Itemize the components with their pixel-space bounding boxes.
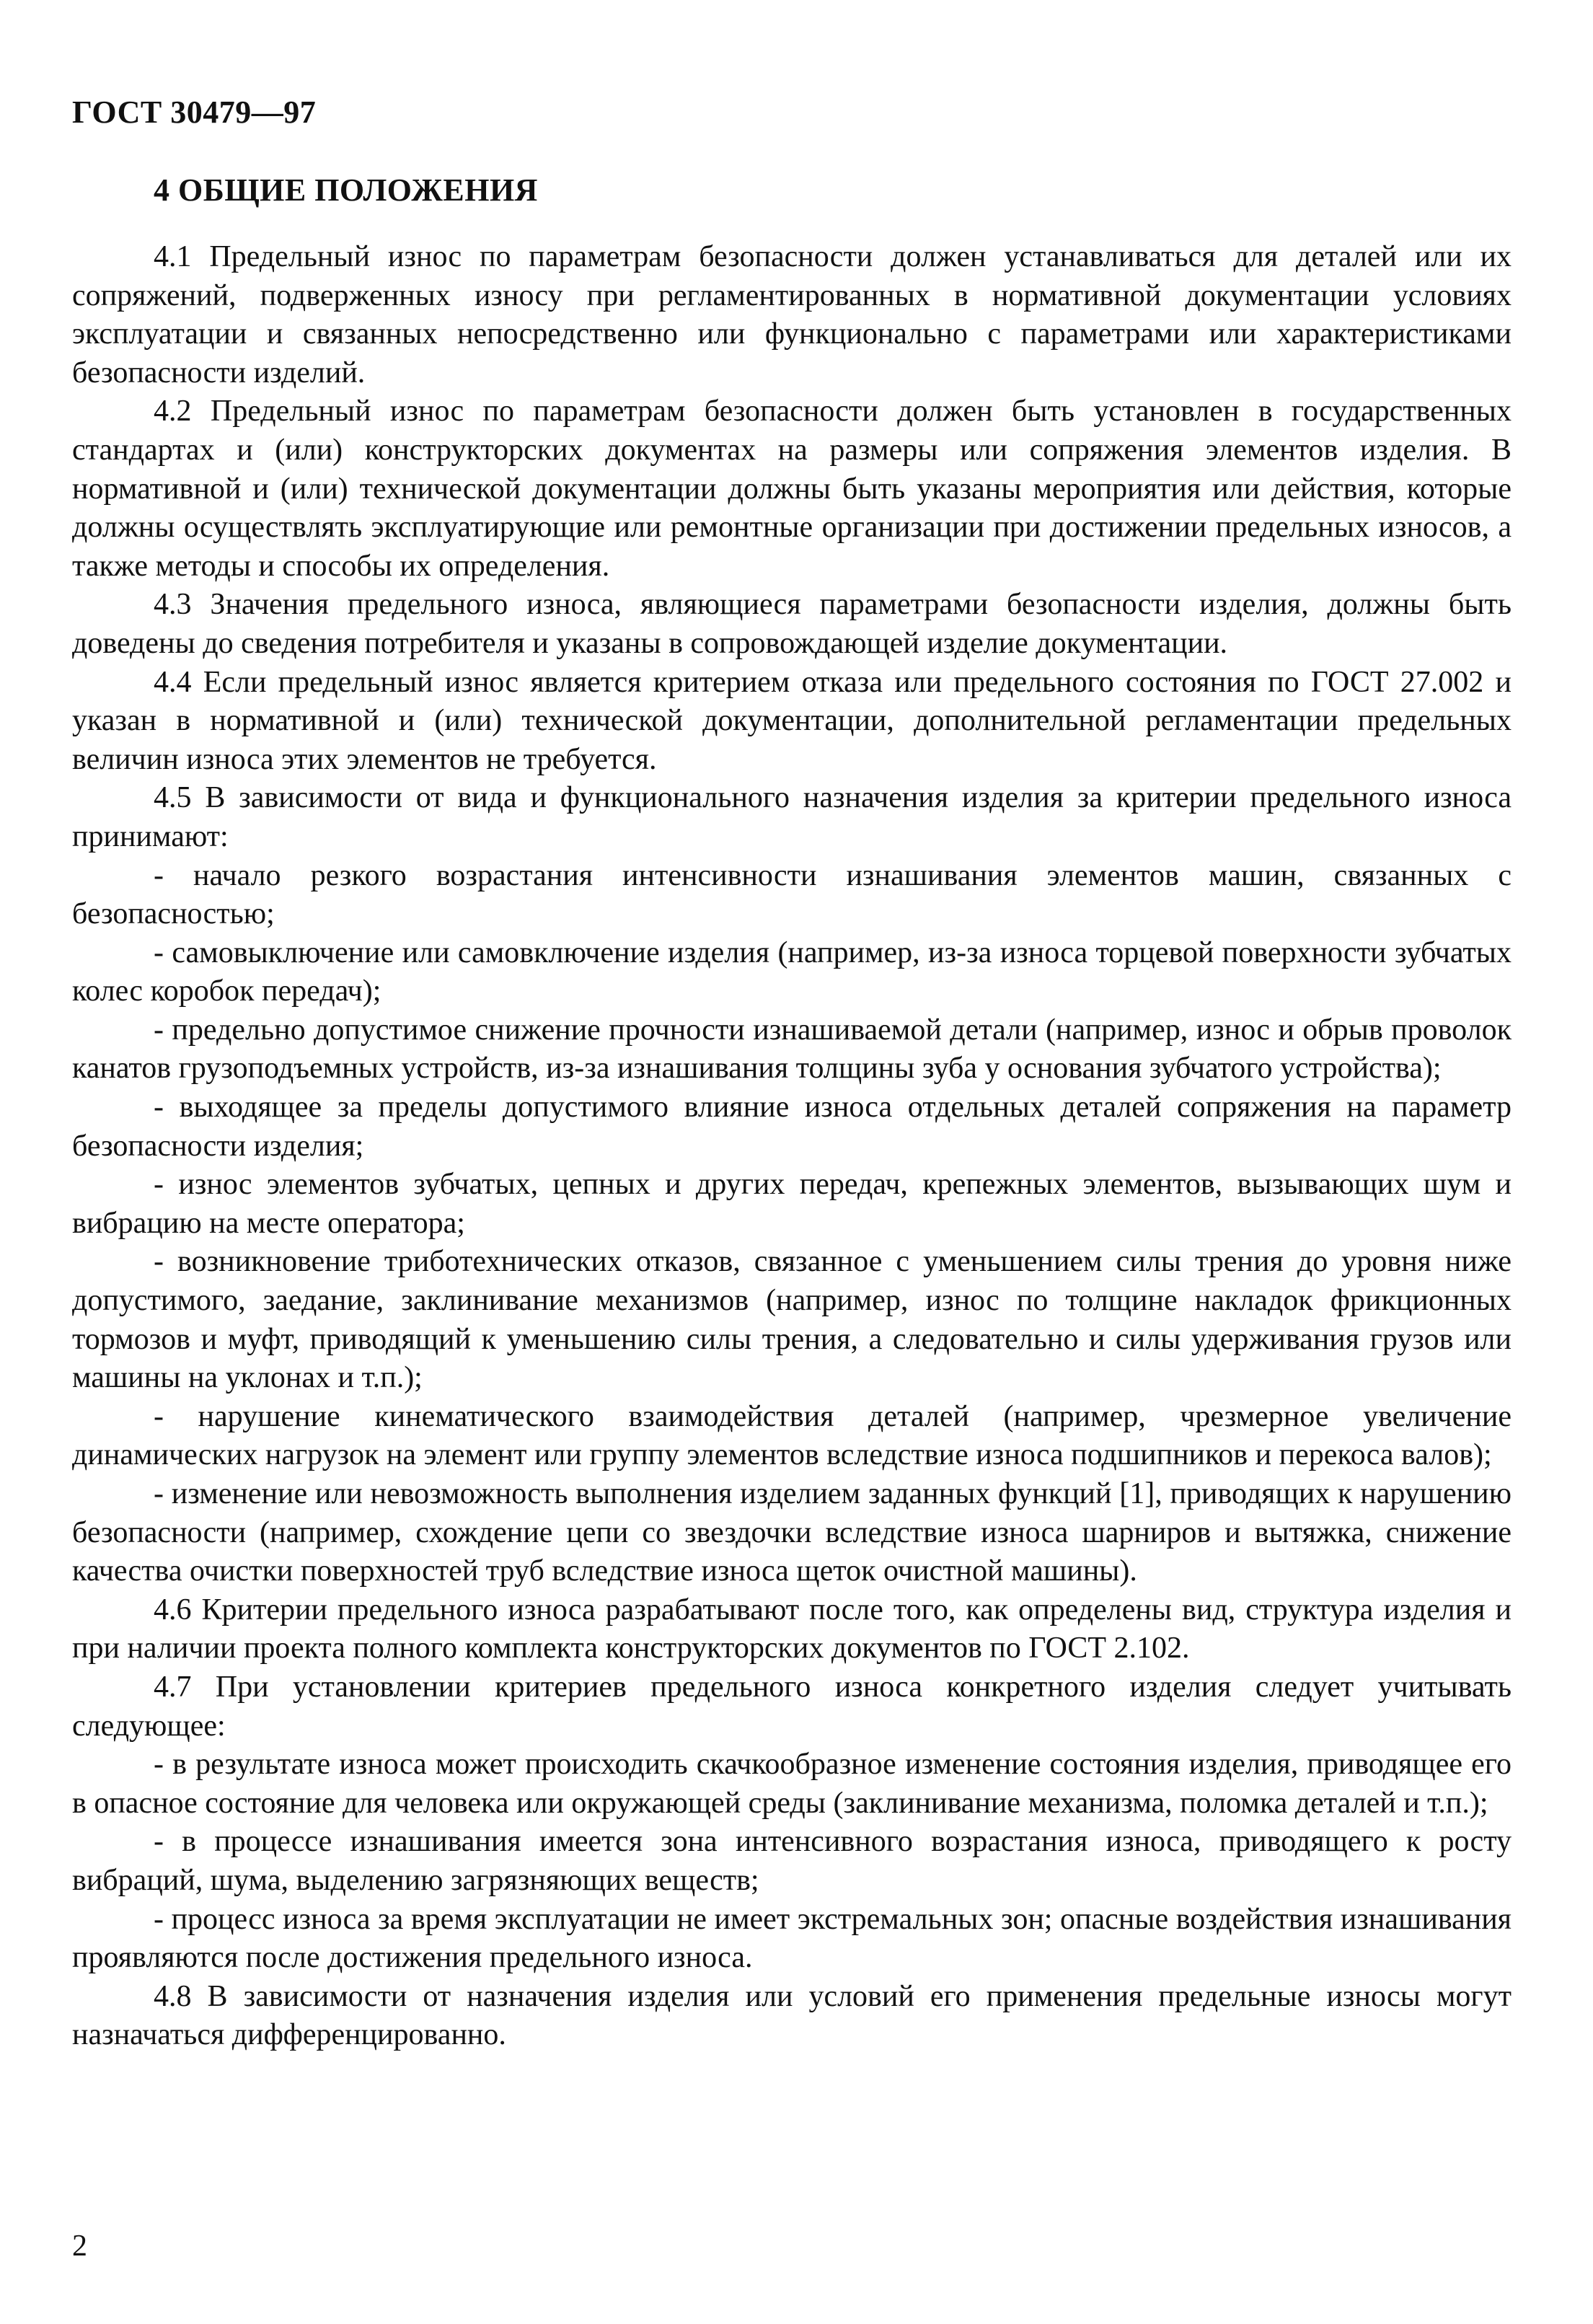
list-item: - возникновение триботехнических отказов, связанное с уменьшением силы трения до уровня ниже допустимого, заедание, заклинивание механизмов (например, износ по толщине накладок фрикционных тормозов и муфт, приводящий к уменьшению силы трения, а следовательно и силы удерживания грузов или машины на уклонах и т.п.); [72,1245,1512,1395]
list-item: - самовыключение или самовключение изделия (например, из-за износа торцевой поверхности зубчатых колес коробок передач); [72,936,1512,1008]
list-item: - выходящее за пределы допустимого влияние износа отдельных деталей сопряжения на параметр безопасности изделия; [72,1091,1512,1163]
page-number: 2 [72,2230,87,2263]
list-item: - в процессе изнашивания имеется зона интенсивного возрастания износа, приводящего к росту вибраций, шума, выделению загрязняющих веществ; [72,1825,1512,1897]
paragraph-4-6: 4.6 Критерии предельного износа разрабатывают после того, как определены вид, структура изделия и при наличии проекта полного комплекта конструкторских документов по ГОСТ 2.102. [72,1593,1512,1665]
paragraph-4-2: 4.2 Предельный износ по параметрам безопасности должен быть установлен в государственных стандартах и (или) конструкторских документах на размеры или сопряжения элементов изделия. В нормативной и (или) технической документации должны быть указаны мероприятия или действия, которые должны осуществлять эксплуатирующие или ремонтные организации при достижении предельных износов, а также методы и способы их определения. [72,395,1512,583]
paragraph-4-8: 4.8 В зависимости от назначения изделия или условий его применения предельные износы могут назначаться дифференцированно. [72,1979,1512,2052]
list-item: - процесс износа за время эксплуатации не имеет экстремальных зон; опасные воздействия изнашивания проявляются после достижения предельного износа. [72,1902,1512,1975]
list-item: - износ элементов зубчатых, цепных и других передач, крепежных элементов, вызывающих шум и вибрацию на месте оператора; [72,1168,1512,1240]
paragraph-4-7: 4.7 При установлении критериев предельного износа конкретного изделия следует учитывать следующее: [72,1670,1512,1743]
list-item: - начало резкого возрастания интенсивности изнашивания элементов машин, связанных с безопасностью; [72,858,1512,931]
document-code-header: ГОСТ 30479—97 [72,94,317,130]
list-item: - изменение или невозможность выполнения изделием заданных функций [1], приводящих к нарушению безопасности (например, схождение цепи со звездочки вследствие износа шарниров и вытяжка, снижение качества очистки поверхностей труб вследствие износа щеток очистной машины). [72,1477,1512,1588]
list-item: - предельно допустимое снижение прочности изнашиваемой детали (например, износ и обрыв проволок канатов грузоподъемных устройств, из-за изнашивания толщины зуба у основания зубчатого устройства); [72,1013,1512,1086]
list-item: - в результате износа может происходить скачкообразное изменение состояния изделия, приводящее его в опасное состояние для человека или окружающей среды (заклинивание механизма, поломка деталей и т.п.); [72,1748,1512,1820]
section-body [72,238,1512,2055]
paragraph-4-1: 4.1 Предельный износ по параметрам безопасности должен устанавливаться для деталей или их сопряжений, подверженных износу при регламентированных в нормативной документации условиях эксплуатации и связанных непосредственно или функционально с параметрами или характеристиками безопасности изделий. [72,240,1512,389]
list-item: - нарушение кинематического взаимодействия деталей (например, чрезмерное увеличение динамических нагрузок на элемент или группу элементов вследствие износа подшипников и перекоса валов); [72,1399,1512,1472]
paragraph-4-5: 4.5 В зависимости от вида и функционального назначения изделия за критерии предельного износа принимают: [72,781,1512,853]
paragraph-4-4: 4.4 Если предельный износ является критерием отказа или предельного состояния по ГОСТ 27.002 и указан в нормативной и (или) технической документации, дополнительной регламентации предельных величин износа этих элементов не требуется. [72,665,1512,776]
section-title: 4 ОБЩИЕ ПОЛОЖЕНИЯ [154,172,538,208]
paragraph-4-3: 4.3 Значения предельного износа, являющиеся параметрами безопасности изделия, должны быть доведены до сведения потребителя и указаны в сопровождающей изделие документации. [72,588,1512,660]
